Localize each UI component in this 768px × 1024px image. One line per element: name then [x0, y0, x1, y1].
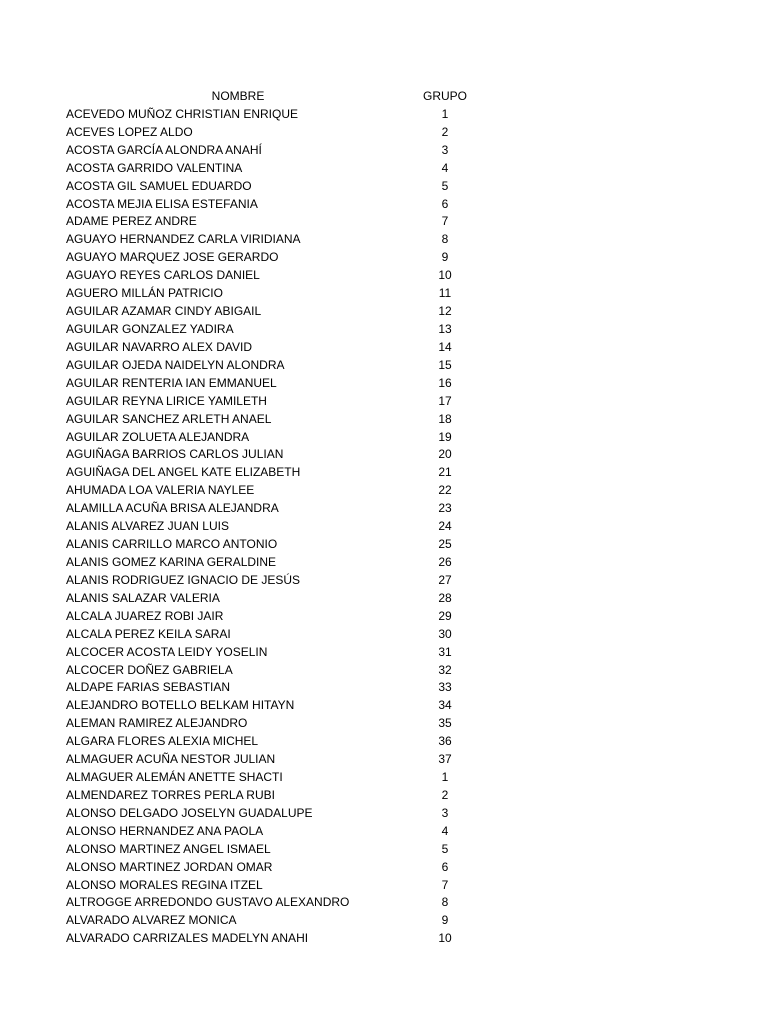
group-number: 3	[441, 142, 449, 157]
table-row	[66, 608, 486, 626]
student-group-list	[66, 88, 486, 948]
table-row	[66, 303, 486, 321]
group-number: 10	[438, 931, 452, 946]
table-row	[66, 536, 486, 554]
table-row	[66, 339, 486, 357]
table-row	[66, 733, 486, 751]
student-name: ALMAGUER ACUÑA NESTOR JULIAN	[66, 752, 276, 767]
student-name: ACOSTA GARRIDO VALENTINA	[66, 160, 243, 175]
table-body	[66, 106, 486, 948]
group-number: 33	[438, 680, 452, 695]
table-row	[66, 267, 486, 285]
student-name: ALEMAN RAMIREZ ALEJANDRO	[66, 716, 248, 731]
table-row	[66, 554, 486, 572]
group-number: 6	[441, 859, 449, 874]
student-name: ALCALA JUAREZ ROBI JAIR	[66, 608, 224, 623]
group-number: 7	[441, 214, 449, 229]
group-number: 22	[438, 483, 452, 498]
table-row	[66, 393, 486, 411]
student-name: AGUIÑAGA BARRIOS CARLOS JULIAN	[66, 447, 284, 462]
table-row	[66, 160, 486, 178]
student-name: AGUERO MILLÁN PATRICIO	[66, 286, 223, 301]
group-number: 27	[438, 572, 452, 587]
table-row	[66, 823, 486, 841]
student-name: ALMENDAREZ TORRES PERLA RUBI	[66, 787, 275, 802]
group-number: 24	[438, 519, 452, 534]
table-row	[66, 482, 486, 500]
group-number: 2	[441, 124, 449, 139]
student-name: ALMAGUER ALEMÁN ANETTE SHACTI	[66, 770, 283, 785]
group-number: 17	[438, 393, 452, 408]
student-name: ALEJANDRO BOTELLO BELKAM HITAYN	[66, 698, 295, 713]
table-row	[66, 787, 486, 805]
student-name: ADAME PEREZ ANDRE	[66, 214, 197, 229]
table-row	[66, 877, 486, 895]
student-name: AGUILAR OJEDA NAIDELYN ALONDRA	[66, 357, 285, 372]
student-name: ALANIS CARRILLO MARCO ANTONIO	[66, 537, 278, 552]
group-number: 13	[438, 321, 452, 336]
table-header	[66, 88, 486, 106]
group-number: 34	[438, 698, 452, 713]
column-header-group: GRUPO	[422, 89, 467, 103]
student-name: ACEVES LOPEZ ALDO	[66, 124, 193, 139]
student-name: AGUILAR GONZALEZ YADIRA	[66, 321, 234, 336]
table-row	[66, 751, 486, 769]
group-number: 2	[441, 787, 449, 802]
student-name: ACOSTA GIL SAMUEL EDUARDO	[66, 178, 252, 193]
table-row	[66, 231, 486, 249]
table-row	[66, 930, 486, 948]
student-name: ALONSO HERNANDEZ ANA PAOLA	[66, 823, 264, 838]
student-name: ALANIS SALAZAR VALERIA	[66, 590, 220, 605]
group-number: 19	[438, 429, 452, 444]
table-row	[66, 285, 486, 303]
student-name: AGUIÑAGA DEL ANGEL KATE ELIZABETH	[66, 465, 301, 480]
student-name: AGUILAR AZAMAR CINDY ABIGAIL	[66, 304, 262, 319]
student-name: AGUAYO HERNANDEZ CARLA VIRIDIANA	[66, 232, 301, 247]
student-name: ALGARA FLORES ALEXIA MICHEL	[66, 734, 259, 749]
group-number: 7	[441, 877, 449, 892]
table-row	[66, 572, 486, 590]
group-number: 3	[441, 805, 449, 820]
group-number: 36	[438, 734, 452, 749]
group-number: 21	[438, 465, 452, 480]
student-name: ALDAPE FARIAS SEBASTIAN	[66, 680, 231, 695]
student-name: AGUAYO MARQUEZ JOSE GERARDO	[66, 250, 279, 265]
table-row	[66, 590, 486, 608]
group-number: 28	[438, 590, 452, 605]
table-row	[66, 894, 486, 912]
group-number: 9	[441, 913, 449, 928]
table-row	[66, 196, 486, 214]
group-number: 31	[438, 644, 452, 659]
table-row	[66, 464, 486, 482]
group-number: 23	[438, 501, 452, 516]
student-name: ACOSTA GARCÍA ALONDRA ANAHÍ	[66, 142, 262, 157]
table-row	[66, 178, 486, 196]
group-number: 4	[441, 823, 449, 838]
group-number: 16	[438, 375, 452, 390]
table-row	[66, 769, 486, 787]
group-number: 14	[438, 339, 452, 354]
student-name: ALONSO DELGADO JOSELYN GUADALUPE	[66, 805, 313, 820]
table-row	[66, 357, 486, 375]
table-row	[66, 124, 486, 142]
table-row	[66, 697, 486, 715]
group-number: 26	[438, 554, 452, 569]
student-name: ALANIS RODRIGUEZ IGNACIO DE JESÚS	[66, 572, 301, 587]
student-name: ALTROGGE ARREDONDO GUSTAVO ALEXANDRO	[66, 895, 350, 910]
student-name: ALONSO MORALES REGINA ITZEL	[66, 877, 263, 892]
group-number: 8	[441, 232, 449, 247]
group-number: 1	[441, 770, 449, 785]
group-number: 10	[438, 268, 452, 283]
group-number: 5	[441, 841, 449, 856]
table-row	[66, 662, 486, 680]
student-name: ALANIS GOMEZ KARINA GERALDINE	[66, 554, 277, 569]
student-name: AHUMADA LOA VALERIA NAYLEE	[66, 483, 255, 498]
group-number: 4	[441, 160, 449, 175]
student-name: ALAMILLA ACUÑA BRISA ALEJANDRA	[66, 501, 279, 516]
group-number: 5	[441, 178, 449, 193]
group-number: 20	[438, 447, 452, 462]
group-number: 35	[438, 716, 452, 731]
table-row	[66, 213, 486, 231]
table-row	[66, 411, 486, 429]
student-name: AGUILAR SANCHEZ ARLETH ANAEL	[66, 411, 272, 426]
table-row	[66, 375, 486, 393]
group-number: 32	[438, 662, 452, 677]
student-name: ALCALA PEREZ KEILA SARAI	[66, 626, 231, 641]
group-number: 1	[441, 106, 449, 121]
student-name: ALONSO MARTINEZ ANGEL ISMAEL	[66, 841, 271, 856]
table-row	[66, 626, 486, 644]
student-name: AGUILAR RENTERIA IAN EMMANUEL	[66, 375, 277, 390]
group-number: 8	[441, 895, 449, 910]
student-name: ALONSO MARTINEZ JORDAN OMAR	[66, 859, 273, 874]
student-name: ALANIS ALVAREZ JUAN LUIS	[66, 519, 229, 534]
group-number: 29	[438, 608, 452, 623]
student-name: AGUILAR NAVARRO ALEX DAVID	[66, 339, 253, 354]
student-name: AGUILAR REYNA LIRICE YAMILETH	[66, 393, 267, 408]
table-row	[66, 644, 486, 662]
table-row	[66, 805, 486, 823]
student-name: ACEVEDO MUÑOZ CHRISTIAN ENRIQUE	[66, 106, 299, 121]
table-row	[66, 679, 486, 697]
table-row	[66, 859, 486, 877]
student-name: ALCOCER ACOSTA LEIDY YOSELIN	[66, 644, 268, 659]
student-name: ALVARADO ALVAREZ MONICA	[66, 913, 237, 928]
group-number: 18	[438, 411, 452, 426]
student-name: ALCOCER DOÑEZ GABRIELA	[66, 662, 233, 677]
table-row	[66, 912, 486, 930]
group-number: 25	[438, 537, 452, 552]
student-name: ACOSTA MEJIA ELISA ESTEFANIA	[66, 196, 258, 211]
group-number: 12	[438, 304, 452, 319]
column-header-name: NOMBRE	[211, 89, 265, 103]
student-name: AGUAYO REYES CARLOS DANIEL	[66, 268, 260, 283]
table-row	[66, 142, 486, 160]
group-number: 15	[438, 357, 452, 372]
table-row	[66, 715, 486, 733]
table-row	[66, 321, 486, 339]
table-row	[66, 446, 486, 464]
group-number: 11	[438, 286, 452, 301]
group-number: 9	[441, 250, 449, 265]
group-number: 30	[438, 626, 452, 641]
table-row	[66, 841, 486, 859]
table-row	[66, 500, 486, 518]
student-name: AGUILAR ZOLUETA ALEJANDRA	[66, 429, 250, 444]
group-number: 37	[438, 752, 452, 767]
table-row	[66, 518, 486, 536]
table-row	[66, 429, 486, 447]
table-row	[66, 106, 486, 124]
table-row	[66, 249, 486, 267]
student-name: ALVARADO CARRIZALES MADELYN ANAHI	[66, 931, 309, 946]
group-number: 6	[441, 196, 449, 211]
